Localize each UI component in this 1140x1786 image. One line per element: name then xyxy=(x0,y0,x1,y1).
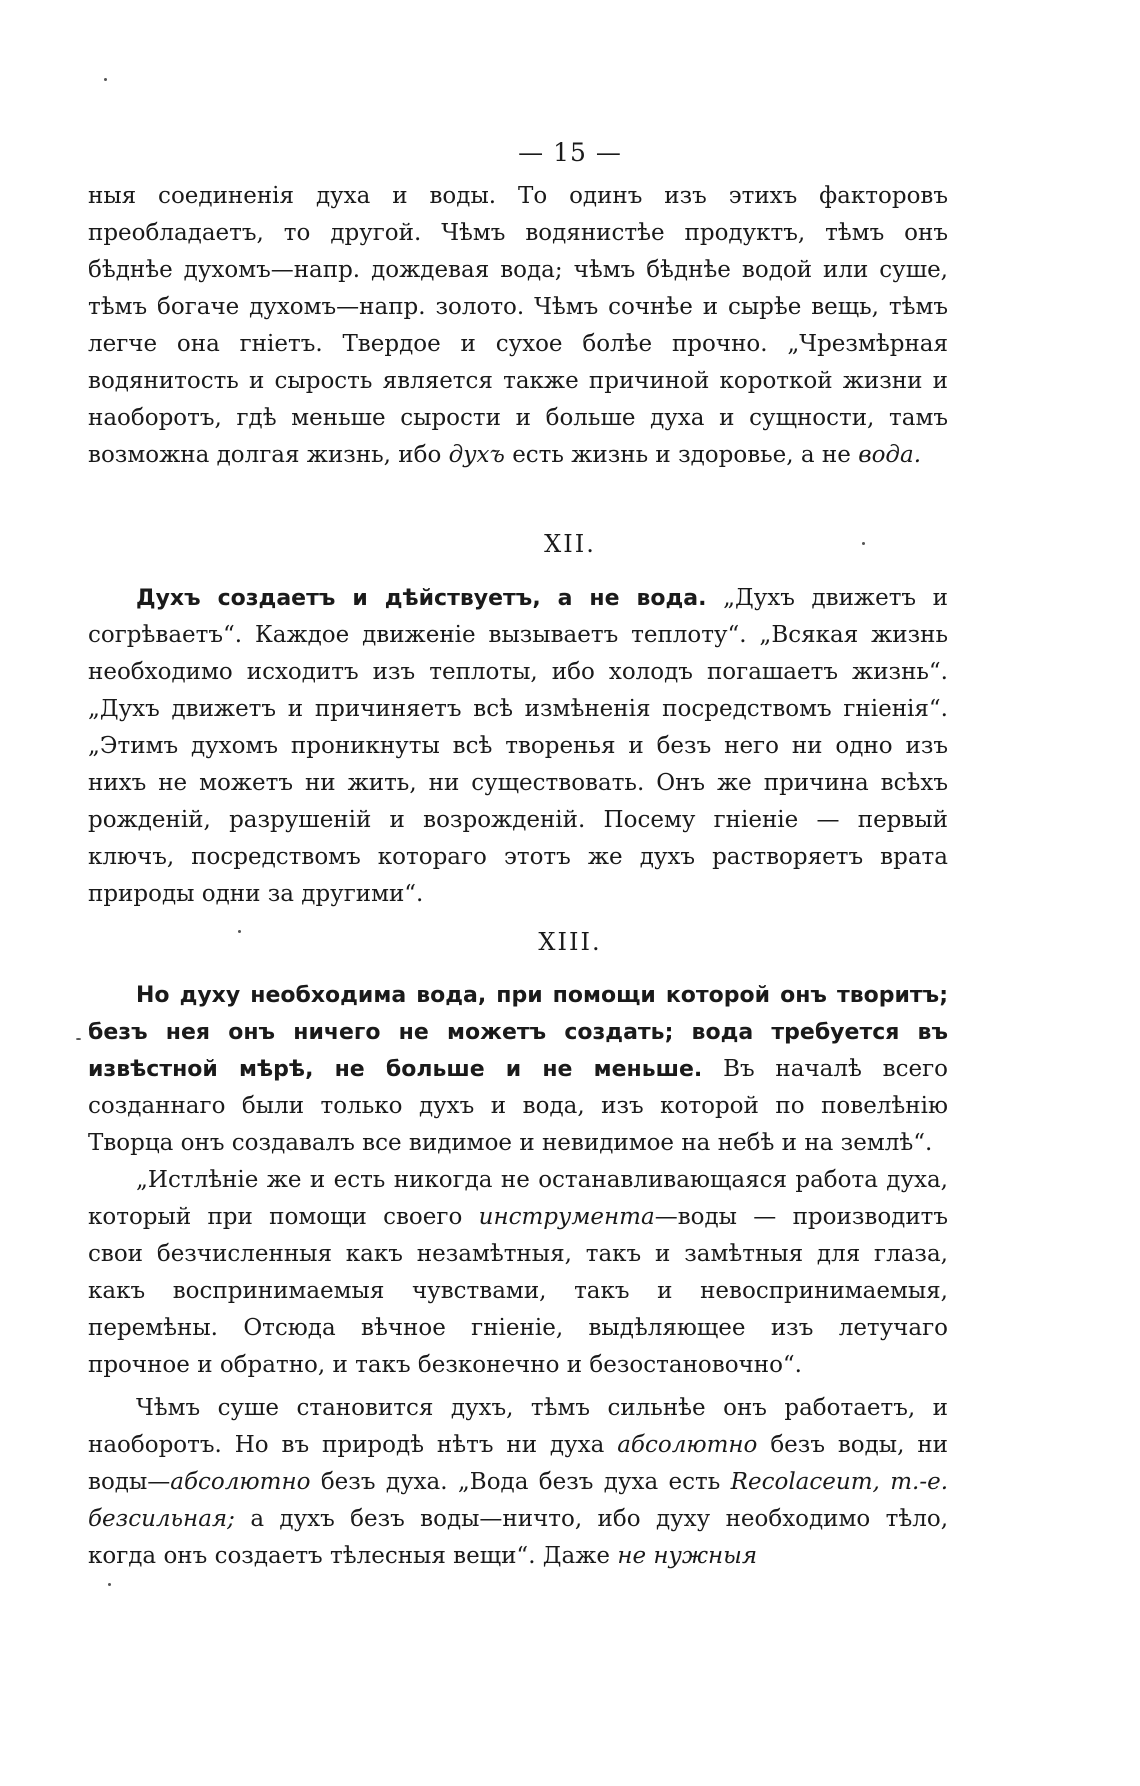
bold-thesis: Но духу необходима вода, при помощи которой онъ творитъ; безъ нея онъ ничего не можетъ создать; вода требуется въ извѣстной мѣрѣ, не больше и не меньше. xyxy=(88,983,948,1082)
paragraph-text: „Истлѣніе же и есть никогда не останавливающаяся работа духа, который при помощи своего xyxy=(88,1167,948,1230)
paragraph xyxy=(88,580,948,913)
bold-thesis: Духъ создаетъ и дѣйствуетъ, а не вода. xyxy=(136,586,707,611)
emphasis-text: Recolaceum, т.-е. безсильная; xyxy=(88,1469,949,1532)
section-xiii-body xyxy=(88,977,948,1575)
scan-speck xyxy=(104,78,107,81)
scan-speck xyxy=(862,542,865,545)
paragraph-text: Въ началѣ всего созданнаго были только духъ и вода, изъ которой по повелѣнію Творца онъ создавалъ все видимое и невидимое на небѣ и на землѣ“. xyxy=(88,1056,949,1156)
page-number: — 15 — xyxy=(518,138,622,167)
scan-speck xyxy=(76,1038,81,1040)
scan-speck xyxy=(238,930,241,933)
paragraph-text: есть жизнь и здоровье, а не xyxy=(512,442,851,468)
paragraph xyxy=(88,178,948,474)
paragraph-text: а духъ безъ воды—ничто, ибо духу необходимо тѣло, когда онъ создаетъ тѣлесныя вещи“. Даже xyxy=(88,1506,949,1569)
emphasis-text: инструмента xyxy=(478,1204,655,1230)
paragraph-text: Чѣмъ суше становится духъ, тѣмъ сильнѣе онъ работаетъ, и наоборотъ. Но въ природѣ нѣтъ ни духа xyxy=(88,1395,948,1458)
emphasis-text: духъ xyxy=(448,442,505,468)
section-heading-xiii: XIII. xyxy=(538,928,602,956)
paragraph xyxy=(88,977,948,1162)
scan-speck xyxy=(108,1583,111,1586)
paragraph xyxy=(88,1162,948,1384)
emphasis-text: не нужныя xyxy=(617,1543,758,1569)
paragraph-continuation xyxy=(88,178,948,474)
paragraph-text: безъ воды, ни воды— xyxy=(88,1432,948,1495)
section-heading-xii: XII. xyxy=(544,530,596,558)
paragraph-text: „Духъ движетъ и согрѣваетъ“. Каждое движеніе вызываетъ теплоту“. „Всякая жизнь необходимо исходитъ изъ теплоты, ибо холодъ погашаетъ жизнь“. „Духъ движетъ и причиняетъ всѣ измѣненія посредствомъ гніенія“. „Этимъ духомъ проникнуты всѣ творенья и безъ него ни одно изъ нихъ не можетъ ни жить, ни существовать. Онъ же причина всѣхъ рожденій, разрушеній и возрожденій. Посему гніеніе — первый ключъ, посредствомъ котораго этотъ же духъ растворяетъ врата природы одни за другими“. xyxy=(88,585,948,907)
section-xii-body xyxy=(88,580,948,913)
paragraph-text: безъ духа. „Вода безъ духа есть xyxy=(320,1469,721,1495)
emphasis-text: абсолютно xyxy=(170,1469,311,1495)
paragraph xyxy=(88,1390,948,1575)
paragraph-text: ныя соединенія духа и воды. То одинъ изъ этихъ факторовъ преобладаетъ, то другой. Чѣмъ водянистѣе продуктъ, тѣмъ онъ бѣднѣе духомъ—напр. дождевая вода; чѣмъ бѣднѣе водой или суше, тѣмъ богаче духомъ—напр. золото. Чѣмъ сочнѣе и сырѣе вещь, тѣмъ легче она гніетъ. Твердое и сухое болѣе прочно. „Чрезмѣрная водянитость и сырость является также причиной короткой жизни и наоборотъ, гдѣ меньше сырости и больше духа и сущности, тамъ возможна долгая жизнь, ибо xyxy=(88,183,948,468)
paragraph-text: —воды — производитъ свои безчисленныя какъ незамѣтныя, такъ и замѣтныя для глаза, какъ воспринимаемыя чувствами, такъ и невоспринимаемыя, перемѣны. Отсюда вѣчное гніеніе, выдѣляющее изъ летучаго прочное и обратно, и такъ безконечно и безостановочно“. xyxy=(88,1204,949,1378)
emphasis-text: абсолютно xyxy=(617,1432,758,1458)
emphasis-text: вода. xyxy=(858,442,922,468)
